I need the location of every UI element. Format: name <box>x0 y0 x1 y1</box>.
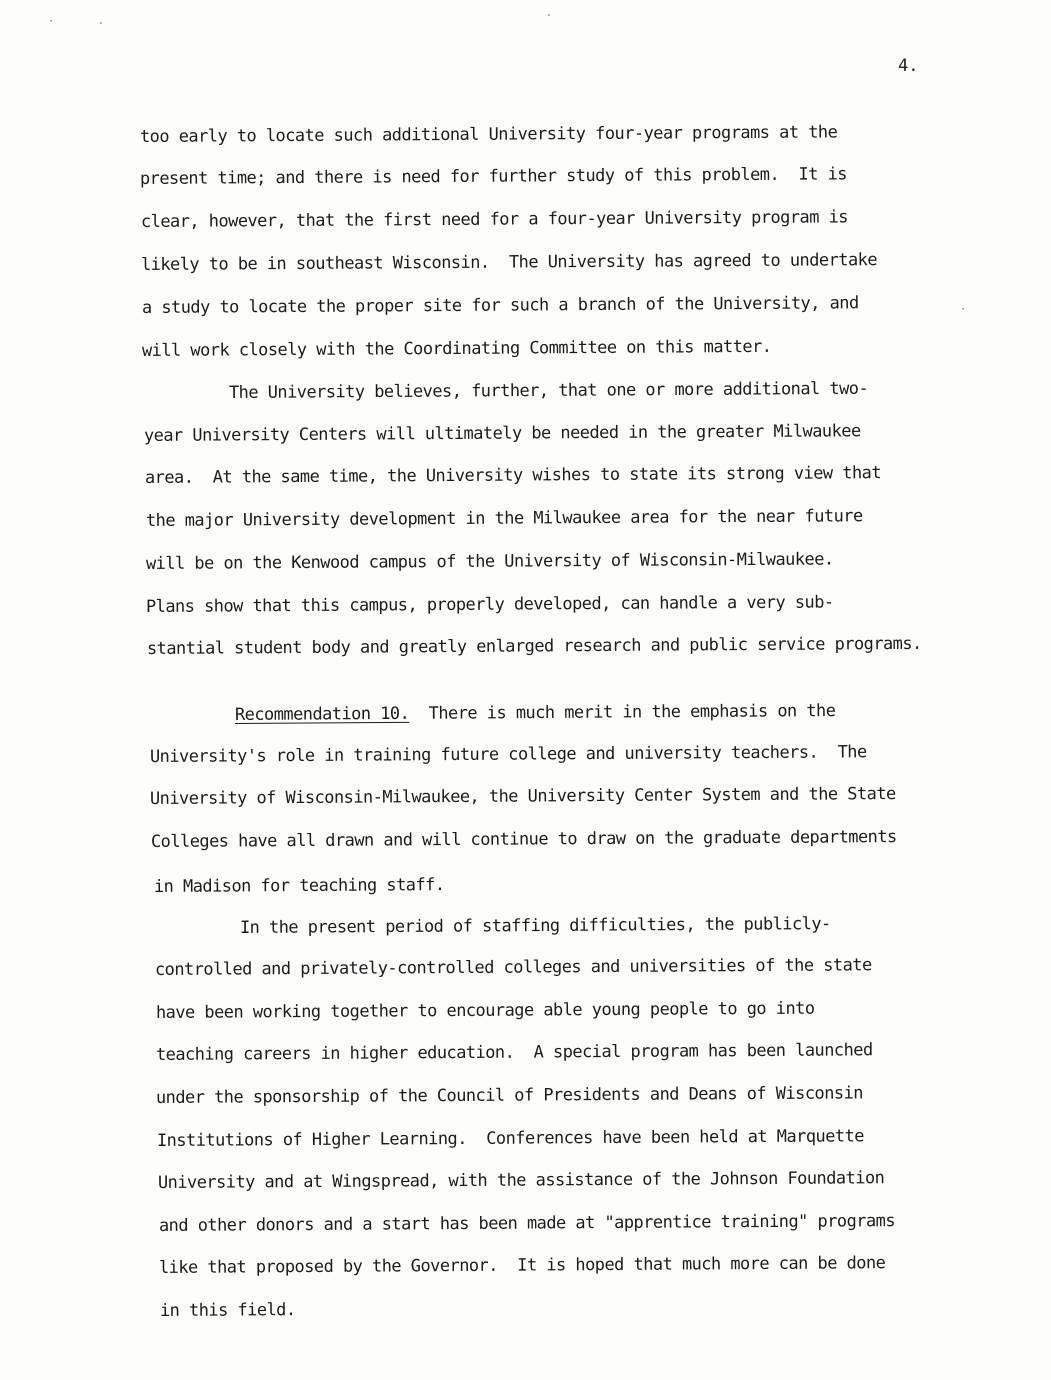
text-line: will work closely with the Coordinating Committee on this matter. <box>141 336 772 361</box>
text-line: like that proposed by the Governor. It is hoped that much more can be done <box>158 1253 886 1278</box>
text-line: too early to locate such additional University four-year programs at the <box>139 122 838 147</box>
text-line: will be on the Kenwood campus of the University of Wisconsin-Milwaukee. <box>145 549 834 574</box>
recommendation-heading: Recommendation 10. <box>234 703 410 725</box>
text-span: There is much merit in the emphasis on the <box>428 701 836 724</box>
text-line: in this field. <box>159 1300 296 1321</box>
text-line: University and at Wingspread, with the assistance of the Johnson Foundation <box>157 1168 885 1193</box>
recommendation-line <box>235 701 836 725</box>
text-line: have been working together to encourage able young people to go into <box>155 998 815 1023</box>
scan-speck <box>100 22 102 24</box>
text-line: stantial student body and greatly enlarged research and public service programs. <box>146 633 922 659</box>
text-line: University's role in training future college and university teachers. The <box>149 742 867 767</box>
page-number: 4. <box>898 56 919 76</box>
text-line: a study to locate the proper site for such a branch of the University, and <box>141 293 859 318</box>
scan-speck <box>548 14 550 16</box>
text-line: clear, however, that the first need for a four-year University program is <box>140 207 848 232</box>
text-line: year University Centers will ultimately be needed in the greater Milwaukee <box>143 421 861 446</box>
text-line: present time; and there is need for further study of this problem. It is <box>139 164 847 189</box>
text-line: area. At the same time, the University wishes to state its strong view that <box>144 463 882 488</box>
text-line: In the present period of staffing difficulties, the publicly- <box>239 914 831 938</box>
text-line: and other donors and a start has been made at "apprentice training" programs <box>158 1211 896 1236</box>
text-line: University of Wisconsin-Milwaukee, the University Center System and the State <box>149 784 896 809</box>
text-line: in Madison for teaching staff. <box>153 875 445 897</box>
text-line: the major University development in the Milwaukee area for the near future <box>145 506 863 531</box>
scan-speck <box>50 20 52 22</box>
text-line: Colleges have all drawn and will continue to draw on the graduate departments <box>150 827 897 852</box>
text-line: The University believes, further, that one or more additional two- <box>228 378 869 403</box>
text-line: teaching careers in higher education. A special program has been launched <box>155 1040 873 1065</box>
text-line: controlled and privately-controlled colleges and universities of the state <box>154 955 872 980</box>
text-line: Institutions of Higher Learning. Conferences have been held at Marquette <box>156 1126 864 1151</box>
text-line: under the sponsorship of the Council of Presidents and Deans of Wisconsin <box>155 1083 863 1108</box>
scan-speck <box>962 308 964 310</box>
text-line: Plans show that this campus, properly developed, can handle a very sub- <box>145 592 834 617</box>
text-line: likely to be in southeast Wisconsin. The University has agreed to undertake <box>140 250 878 275</box>
